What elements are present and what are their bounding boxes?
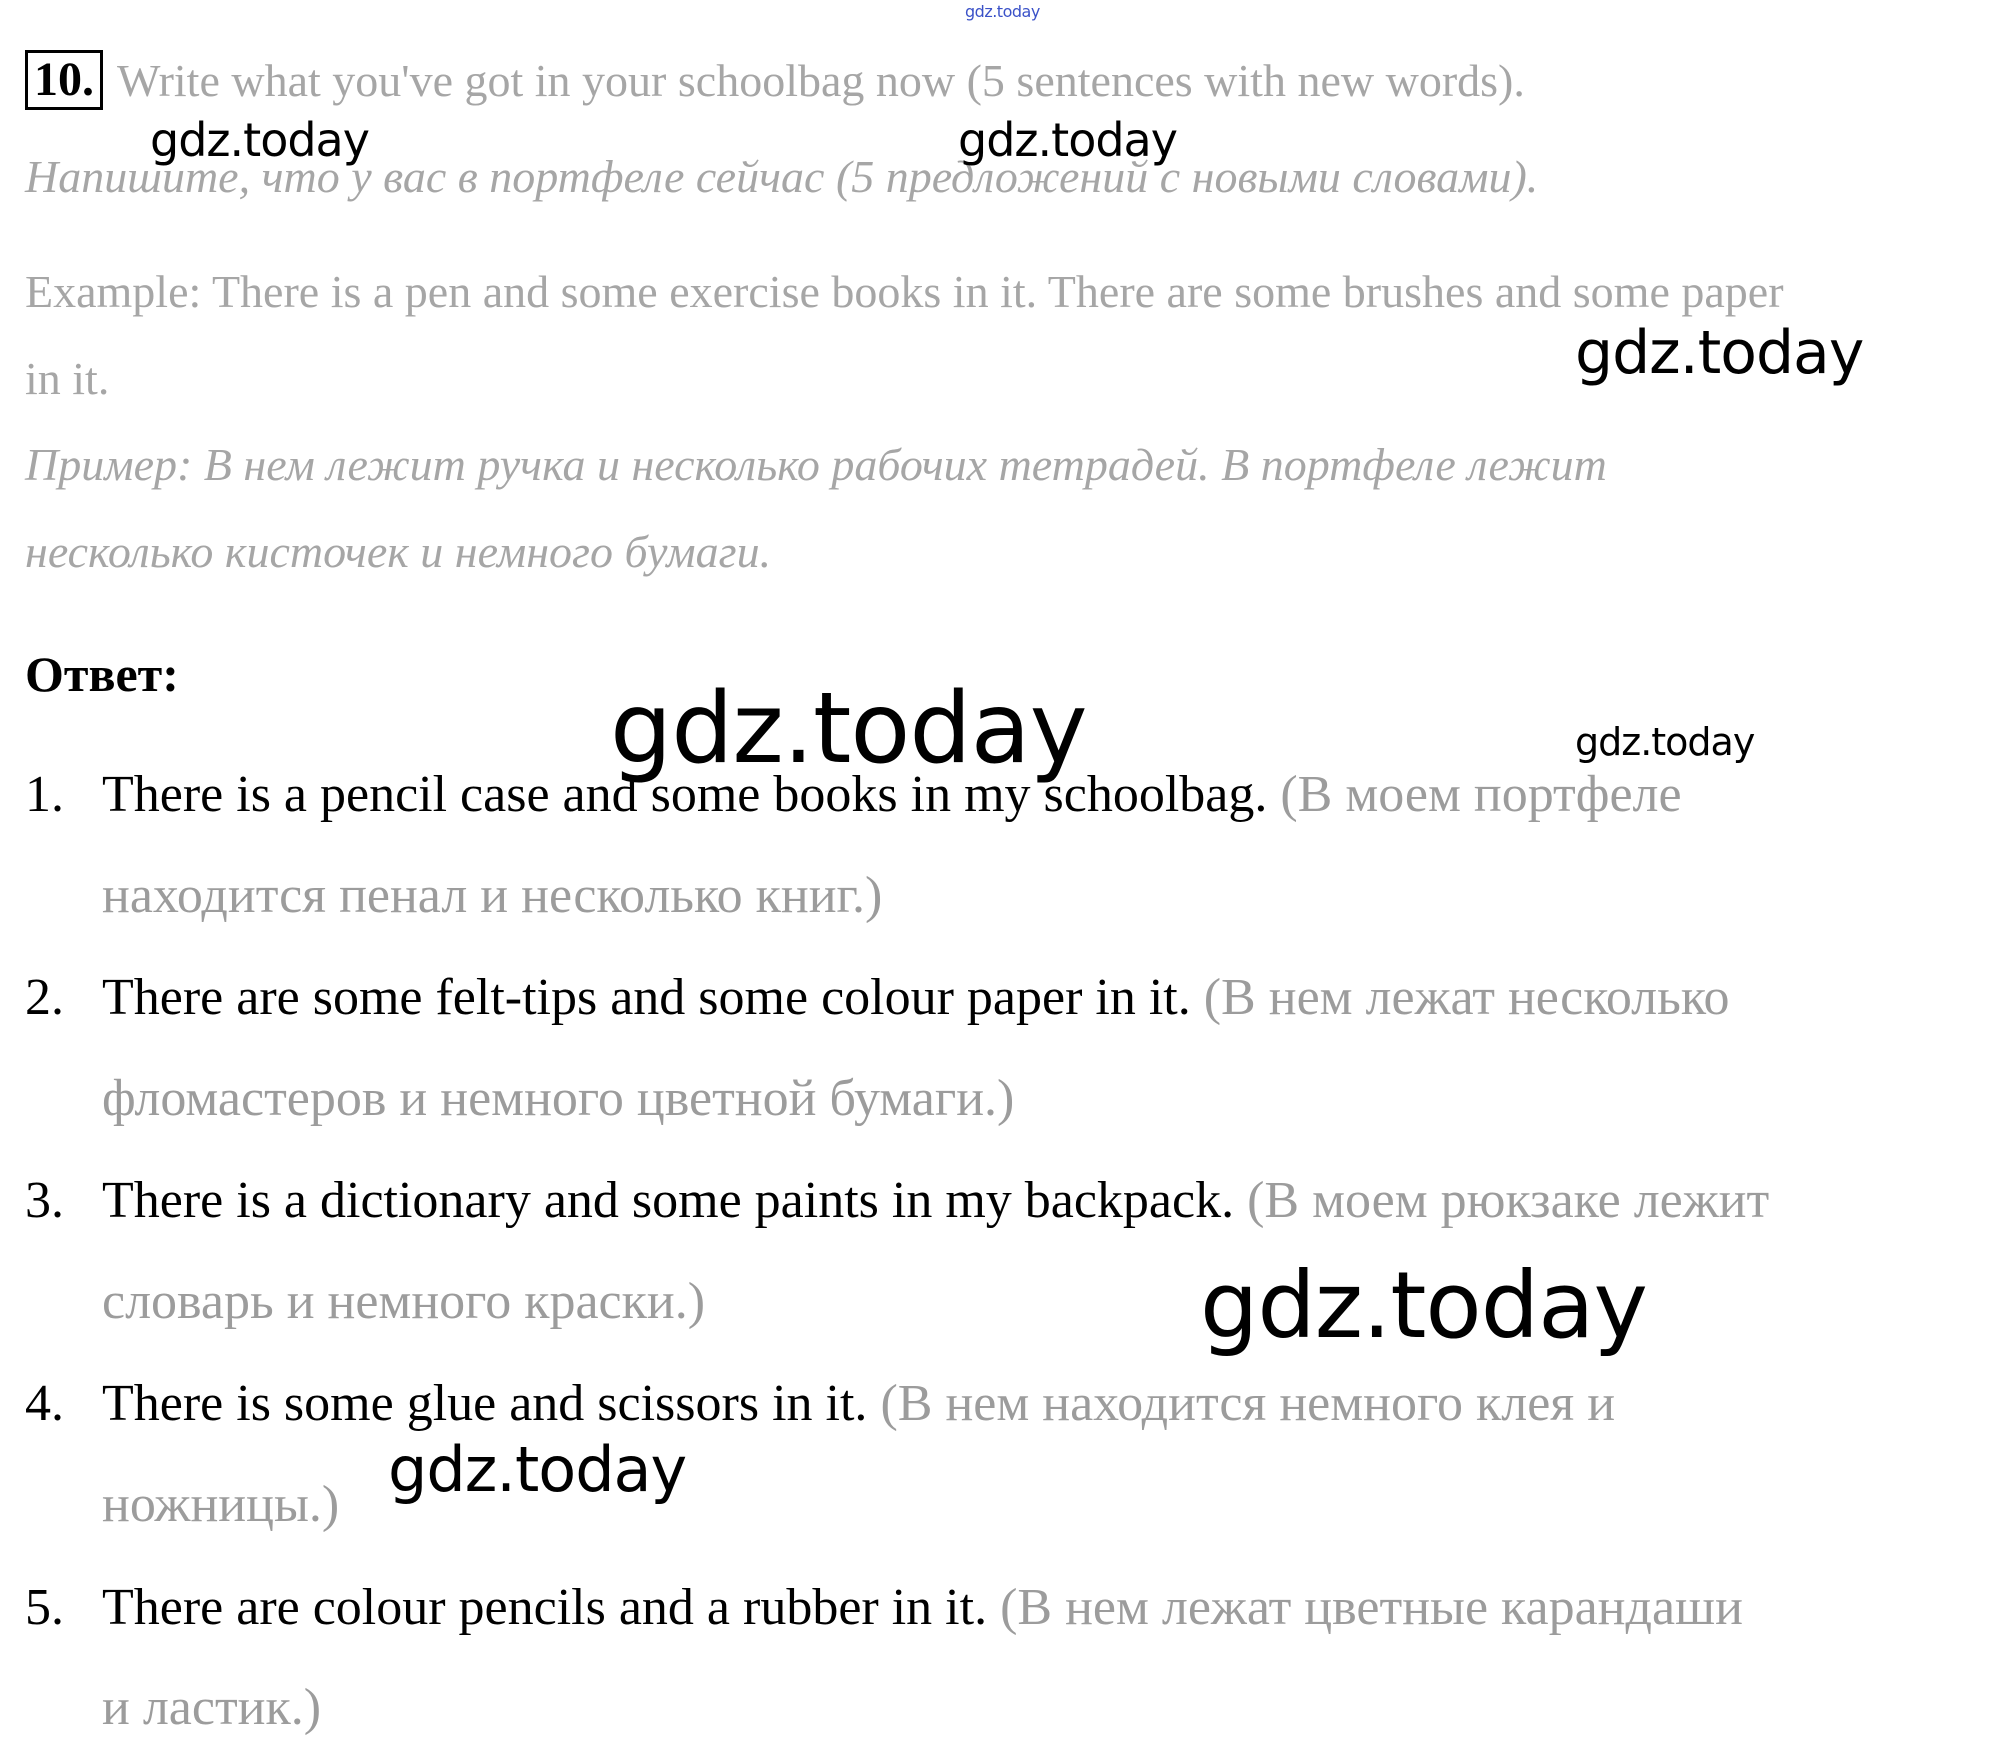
watermark: gdz.today: [1575, 720, 1755, 764]
watermark: gdz.today: [610, 672, 1087, 786]
answer-ru-text: (В моем рюкзаке лежит: [1247, 1172, 1770, 1229]
task-instruction-ru: Напишите, что у вас в портфеле сейчас (5 предложений с новыми словами).: [25, 151, 1539, 202]
watermark: gdz.today: [150, 113, 369, 167]
answer-line-3: [102, 1171, 1769, 1230]
answer-number: 4.: [25, 1375, 64, 1432]
example-ru-line-2: несколько кисточек и немного бумаги.: [25, 526, 772, 577]
answer-ru-text: (В моем портфеле: [1280, 766, 1682, 823]
answer-en-text: There is a dictionary and some paints in my backpack.: [102, 1172, 1235, 1229]
answer-number: 3.: [25, 1172, 64, 1229]
example-en-line-2: in it.: [25, 353, 110, 404]
answer-en-text: There is some glue and scissors in it.: [102, 1375, 868, 1432]
top-watermark: gdz.today: [965, 2, 1040, 21]
answer-line-5: [102, 1578, 1743, 1637]
watermark: gdz.today: [388, 1433, 687, 1506]
answer-line-2: [102, 968, 1729, 1027]
answer-ru-text: (В нем находится немного клея и: [880, 1375, 1616, 1432]
answer-ru-continuation: находится пенал и несколько книг.): [102, 867, 883, 924]
answer-ru-text: (В нем лежат несколько: [1203, 969, 1730, 1026]
example-ru-line-1: Пример: В нем лежит ручка и несколько рабочих тетрадей. В портфеле лежит: [25, 439, 1607, 490]
answer-heading: Ответ:: [25, 646, 179, 702]
answer-ru-text: (В нем лежат цветные карандаши: [1000, 1579, 1743, 1636]
answer-number: 5.: [25, 1579, 64, 1636]
answer-number: 1.: [25, 766, 64, 823]
answer-en-text: There is a pencil case and some books in my schoolbag.: [102, 766, 1268, 823]
task-number: 10.: [25, 50, 103, 110]
watermark: gdz.today: [1200, 1252, 1647, 1359]
answer-ru-continuation: и ластик.): [102, 1679, 322, 1736]
answer-ru-continuation: ножницы.): [102, 1476, 340, 1533]
task-instruction-en: Write what you've got in your schoolbag now (5 sentences with new words).: [117, 54, 1525, 106]
watermark: gdz.today: [1575, 318, 1864, 388]
example-en-line-1: Example: There is a pen and some exercise books in it. There are some brushes and some paper: [25, 266, 1784, 317]
watermark: gdz.today: [958, 113, 1177, 167]
answer-en-text: There are some felt-tips and some colour paper in it.: [102, 969, 1191, 1026]
answer-number: 2.: [25, 969, 64, 1026]
answer-ru-continuation: фломастеров и немного цветной бумаги.): [102, 1070, 1015, 1127]
answer-line-4: [102, 1374, 1615, 1433]
answer-ru-continuation: словарь и немного краски.): [102, 1273, 706, 1330]
answer-en-text: There are colour pencils and a rubber in it.: [102, 1579, 988, 1636]
task-header: [25, 50, 1525, 110]
